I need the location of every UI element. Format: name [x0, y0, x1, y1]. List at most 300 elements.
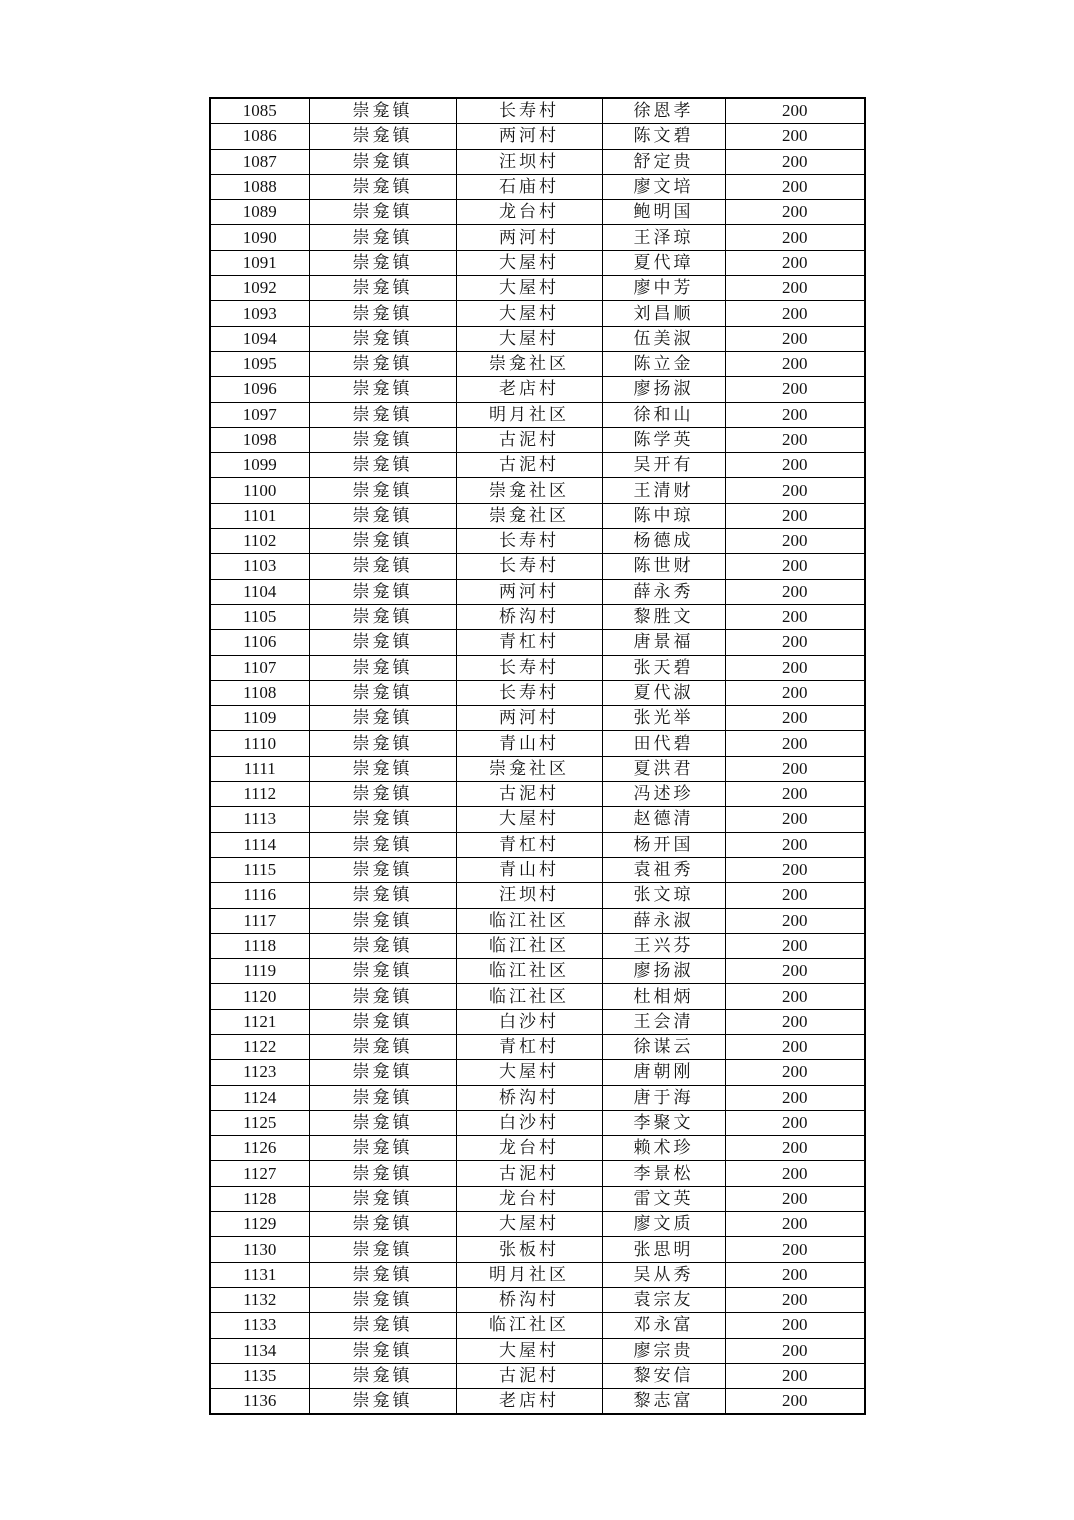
person-name-cell: 陈立金	[602, 351, 725, 376]
row-number-cell: 1112	[210, 782, 309, 807]
row-number-cell: 1105	[210, 604, 309, 629]
roster-table	[209, 97, 866, 1415]
village-cell: 古泥村	[456, 1363, 602, 1388]
row-number-cell: 1092	[210, 276, 309, 301]
person-name-cell: 廖文质	[602, 1212, 725, 1237]
village-cell: 临江社区	[456, 1313, 602, 1338]
row-number-cell: 1109	[210, 706, 309, 731]
person-name-cell: 张光举	[602, 706, 725, 731]
village-cell: 古泥村	[456, 427, 602, 452]
amount-cell: 200	[725, 1363, 865, 1388]
amount-cell: 200	[725, 377, 865, 402]
town-cell: 崇龛镇	[309, 1186, 456, 1211]
village-cell: 明月社区	[456, 1262, 602, 1287]
person-name-cell: 薛永淑	[602, 908, 725, 933]
person-name-cell: 廖中芳	[602, 276, 725, 301]
town-cell: 崇龛镇	[309, 1110, 456, 1135]
town-cell: 崇龛镇	[309, 579, 456, 604]
table-row	[210, 1262, 865, 1287]
amount-cell: 200	[725, 782, 865, 807]
village-cell: 大屋村	[456, 1060, 602, 1085]
table-row	[210, 604, 865, 629]
amount-cell: 200	[725, 908, 865, 933]
table-row	[210, 124, 865, 149]
amount-cell: 200	[725, 200, 865, 225]
amount-cell: 200	[725, 1034, 865, 1059]
town-cell: 崇龛镇	[309, 984, 456, 1009]
person-name-cell: 伍美淑	[602, 326, 725, 351]
person-name-cell: 李景松	[602, 1161, 725, 1186]
row-number-cell: 1086	[210, 124, 309, 149]
town-cell: 崇龛镇	[309, 1313, 456, 1338]
table-row	[210, 200, 865, 225]
person-name-cell: 赖术珍	[602, 1136, 725, 1161]
village-cell: 青杠村	[456, 832, 602, 857]
person-name-cell: 张文琼	[602, 883, 725, 908]
village-cell: 龙台村	[456, 1186, 602, 1211]
person-name-cell: 刘昌顺	[602, 301, 725, 326]
table-row	[210, 1085, 865, 1110]
table-row	[210, 1237, 865, 1262]
table-row	[210, 680, 865, 705]
village-cell: 崇龛社区	[456, 478, 602, 503]
row-number-cell: 1087	[210, 149, 309, 174]
village-cell: 龙台村	[456, 1136, 602, 1161]
amount-cell: 200	[725, 1212, 865, 1237]
table-row	[210, 453, 865, 478]
table-row	[210, 301, 865, 326]
village-cell: 桥沟村	[456, 604, 602, 629]
village-cell: 汪坝村	[456, 883, 602, 908]
town-cell: 崇龛镇	[309, 630, 456, 655]
town-cell: 崇龛镇	[309, 1085, 456, 1110]
village-cell: 老店村	[456, 1389, 602, 1415]
village-cell: 汪坝村	[456, 149, 602, 174]
person-name-cell: 杜相炳	[602, 984, 725, 1009]
amount-cell: 200	[725, 1060, 865, 1085]
table-row	[210, 98, 865, 124]
town-cell: 崇龛镇	[309, 529, 456, 554]
row-number-cell: 1128	[210, 1186, 309, 1211]
amount-cell: 200	[725, 706, 865, 731]
person-name-cell: 陈文碧	[602, 124, 725, 149]
table-row	[210, 554, 865, 579]
person-name-cell: 张思明	[602, 1237, 725, 1262]
village-cell: 青杠村	[456, 1034, 602, 1059]
row-number-cell: 1091	[210, 250, 309, 275]
person-name-cell: 廖宗贵	[602, 1338, 725, 1363]
table-row	[210, 225, 865, 250]
amount-cell: 200	[725, 1287, 865, 1312]
person-name-cell: 袁宗友	[602, 1287, 725, 1312]
village-cell: 明月社区	[456, 402, 602, 427]
person-name-cell: 杨开国	[602, 832, 725, 857]
town-cell: 崇龛镇	[309, 98, 456, 124]
row-number-cell: 1127	[210, 1161, 309, 1186]
amount-cell: 200	[725, 529, 865, 554]
row-number-cell: 1096	[210, 377, 309, 402]
amount-cell: 200	[725, 1186, 865, 1211]
village-cell: 古泥村	[456, 782, 602, 807]
amount-cell: 200	[725, 731, 865, 756]
amount-cell: 200	[725, 655, 865, 680]
person-name-cell: 王会清	[602, 1009, 725, 1034]
row-number-cell: 1136	[210, 1389, 309, 1415]
table-row	[210, 149, 865, 174]
village-cell: 崇龛社区	[456, 756, 602, 781]
person-name-cell: 唐朝刚	[602, 1060, 725, 1085]
table-row	[210, 984, 865, 1009]
person-name-cell: 陈中琼	[602, 503, 725, 528]
person-name-cell: 唐于海	[602, 1085, 725, 1110]
amount-cell: 200	[725, 1338, 865, 1363]
amount-cell: 200	[725, 933, 865, 958]
table-row	[210, 1212, 865, 1237]
amount-cell: 200	[725, 959, 865, 984]
amount-cell: 200	[725, 554, 865, 579]
person-name-cell: 廖扬淑	[602, 377, 725, 402]
table-row	[210, 1389, 865, 1415]
amount-cell: 200	[725, 579, 865, 604]
town-cell: 崇龛镇	[309, 680, 456, 705]
table-row	[210, 655, 865, 680]
town-cell: 崇龛镇	[309, 1363, 456, 1388]
table-row	[210, 351, 865, 376]
person-name-cell: 廖文培	[602, 174, 725, 199]
row-number-cell: 1117	[210, 908, 309, 933]
amount-cell: 200	[725, 225, 865, 250]
amount-cell: 200	[725, 124, 865, 149]
row-number-cell: 1121	[210, 1009, 309, 1034]
town-cell: 崇龛镇	[309, 959, 456, 984]
table-row	[210, 1009, 865, 1034]
person-name-cell: 廖扬淑	[602, 959, 725, 984]
amount-cell: 200	[725, 756, 865, 781]
town-cell: 崇龛镇	[309, 402, 456, 427]
table-row	[210, 529, 865, 554]
row-number-cell: 1116	[210, 883, 309, 908]
amount-cell: 200	[725, 250, 865, 275]
row-number-cell: 1098	[210, 427, 309, 452]
table-row	[210, 1287, 865, 1312]
table-row	[210, 579, 865, 604]
amount-cell: 200	[725, 1161, 865, 1186]
amount-cell: 200	[725, 680, 865, 705]
person-name-cell: 邓永富	[602, 1313, 725, 1338]
amount-cell: 200	[725, 1085, 865, 1110]
amount-cell: 200	[725, 427, 865, 452]
village-cell: 大屋村	[456, 1212, 602, 1237]
town-cell: 崇龛镇	[309, 908, 456, 933]
village-cell: 两河村	[456, 706, 602, 731]
row-number-cell: 1133	[210, 1313, 309, 1338]
village-cell: 大屋村	[456, 807, 602, 832]
town-cell: 崇龛镇	[309, 1287, 456, 1312]
person-name-cell: 袁祖秀	[602, 857, 725, 882]
amount-cell: 200	[725, 149, 865, 174]
row-number-cell: 1099	[210, 453, 309, 478]
town-cell: 崇龛镇	[309, 933, 456, 958]
person-name-cell: 张天碧	[602, 655, 725, 680]
amount-cell: 200	[725, 1313, 865, 1338]
town-cell: 崇龛镇	[309, 731, 456, 756]
table-row	[210, 959, 865, 984]
village-cell: 长寿村	[456, 529, 602, 554]
person-name-cell: 黎胜文	[602, 604, 725, 629]
village-cell: 两河村	[456, 124, 602, 149]
person-name-cell: 李聚文	[602, 1110, 725, 1135]
row-number-cell: 1103	[210, 554, 309, 579]
person-name-cell: 徐谋云	[602, 1034, 725, 1059]
row-number-cell: 1123	[210, 1060, 309, 1085]
village-cell: 古泥村	[456, 1161, 602, 1186]
person-name-cell: 田代碧	[602, 731, 725, 756]
row-number-cell: 1134	[210, 1338, 309, 1363]
village-cell: 大屋村	[456, 250, 602, 275]
amount-cell: 200	[725, 1389, 865, 1415]
amount-cell: 200	[725, 98, 865, 124]
table-row	[210, 933, 865, 958]
person-name-cell: 冯述珍	[602, 782, 725, 807]
row-number-cell: 1100	[210, 478, 309, 503]
table-row	[210, 782, 865, 807]
village-cell: 两河村	[456, 225, 602, 250]
person-name-cell: 唐景福	[602, 630, 725, 655]
row-number-cell: 1089	[210, 200, 309, 225]
person-name-cell: 夏代淑	[602, 680, 725, 705]
town-cell: 崇龛镇	[309, 782, 456, 807]
table-row	[210, 807, 865, 832]
town-cell: 崇龛镇	[309, 1009, 456, 1034]
town-cell: 崇龛镇	[309, 225, 456, 250]
town-cell: 崇龛镇	[309, 503, 456, 528]
village-cell: 长寿村	[456, 554, 602, 579]
table-row	[210, 377, 865, 402]
person-name-cell: 王清财	[602, 478, 725, 503]
town-cell: 崇龛镇	[309, 1136, 456, 1161]
town-cell: 崇龛镇	[309, 832, 456, 857]
row-number-cell: 1126	[210, 1136, 309, 1161]
row-number-cell: 1107	[210, 655, 309, 680]
town-cell: 崇龛镇	[309, 326, 456, 351]
person-name-cell: 夏洪君	[602, 756, 725, 781]
town-cell: 崇龛镇	[309, 883, 456, 908]
person-name-cell: 徐恩孝	[602, 98, 725, 124]
village-cell: 临江社区	[456, 959, 602, 984]
table-row	[210, 503, 865, 528]
amount-cell: 200	[725, 1136, 865, 1161]
village-cell: 大屋村	[456, 301, 602, 326]
amount-cell: 200	[725, 807, 865, 832]
amount-cell: 200	[725, 453, 865, 478]
village-cell: 古泥村	[456, 453, 602, 478]
table-row	[210, 1338, 865, 1363]
person-name-cell: 王泽琼	[602, 225, 725, 250]
table-row	[210, 1060, 865, 1085]
row-number-cell: 1120	[210, 984, 309, 1009]
village-cell: 石庙村	[456, 174, 602, 199]
row-number-cell: 1111	[210, 756, 309, 781]
person-name-cell: 杨德成	[602, 529, 725, 554]
town-cell: 崇龛镇	[309, 478, 456, 503]
person-name-cell: 吴从秀	[602, 1262, 725, 1287]
amount-cell: 200	[725, 832, 865, 857]
person-name-cell: 鲍明国	[602, 200, 725, 225]
row-number-cell: 1101	[210, 503, 309, 528]
town-cell: 崇龛镇	[309, 756, 456, 781]
row-number-cell: 1119	[210, 959, 309, 984]
table-row	[210, 1363, 865, 1388]
roster-table-body	[210, 98, 865, 1414]
amount-cell: 200	[725, 351, 865, 376]
amount-cell: 200	[725, 174, 865, 199]
row-number-cell: 1094	[210, 326, 309, 351]
row-number-cell: 1130	[210, 1237, 309, 1262]
row-number-cell: 1090	[210, 225, 309, 250]
table-row	[210, 883, 865, 908]
person-name-cell: 雷文英	[602, 1186, 725, 1211]
row-number-cell: 1108	[210, 680, 309, 705]
table-row	[210, 174, 865, 199]
village-cell: 大屋村	[456, 276, 602, 301]
town-cell: 崇龛镇	[309, 276, 456, 301]
person-name-cell: 薛永秀	[602, 579, 725, 604]
amount-cell: 200	[725, 1237, 865, 1262]
table-row	[210, 326, 865, 351]
table-row	[210, 857, 865, 882]
village-cell: 青山村	[456, 731, 602, 756]
table-row	[210, 1136, 865, 1161]
amount-cell: 200	[725, 1110, 865, 1135]
person-name-cell: 夏代璋	[602, 250, 725, 275]
town-cell: 崇龛镇	[309, 1161, 456, 1186]
table-row	[210, 630, 865, 655]
village-cell: 白沙村	[456, 1110, 602, 1135]
person-name-cell: 徐和山	[602, 402, 725, 427]
row-number-cell: 1115	[210, 857, 309, 882]
amount-cell: 200	[725, 301, 865, 326]
row-number-cell: 1135	[210, 1363, 309, 1388]
village-cell: 老店村	[456, 377, 602, 402]
row-number-cell: 1129	[210, 1212, 309, 1237]
person-name-cell: 陈学英	[602, 427, 725, 452]
town-cell: 崇龛镇	[309, 1389, 456, 1415]
village-cell: 张板村	[456, 1237, 602, 1262]
amount-cell: 200	[725, 402, 865, 427]
town-cell: 崇龛镇	[309, 1237, 456, 1262]
table-row	[210, 731, 865, 756]
village-cell: 青杠村	[456, 630, 602, 655]
village-cell: 长寿村	[456, 98, 602, 124]
town-cell: 崇龛镇	[309, 655, 456, 680]
row-number-cell: 1131	[210, 1262, 309, 1287]
village-cell: 长寿村	[456, 655, 602, 680]
village-cell: 大屋村	[456, 1338, 602, 1363]
row-number-cell: 1095	[210, 351, 309, 376]
table-row	[210, 402, 865, 427]
town-cell: 崇龛镇	[309, 1212, 456, 1237]
amount-cell: 200	[725, 630, 865, 655]
table-row	[210, 276, 865, 301]
table-row	[210, 1034, 865, 1059]
town-cell: 崇龛镇	[309, 200, 456, 225]
amount-cell: 200	[725, 1009, 865, 1034]
village-cell: 长寿村	[456, 680, 602, 705]
row-number-cell: 1122	[210, 1034, 309, 1059]
village-cell: 临江社区	[456, 933, 602, 958]
village-cell: 崇龛社区	[456, 503, 602, 528]
person-name-cell: 赵德清	[602, 807, 725, 832]
row-number-cell: 1124	[210, 1085, 309, 1110]
table-row	[210, 478, 865, 503]
table-row	[210, 706, 865, 731]
town-cell: 崇龛镇	[309, 174, 456, 199]
amount-cell: 200	[725, 984, 865, 1009]
amount-cell: 200	[725, 883, 865, 908]
amount-cell: 200	[725, 326, 865, 351]
person-name-cell: 王兴芬	[602, 933, 725, 958]
town-cell: 崇龛镇	[309, 351, 456, 376]
village-cell: 桥沟村	[456, 1287, 602, 1312]
amount-cell: 200	[725, 503, 865, 528]
row-number-cell: 1110	[210, 731, 309, 756]
amount-cell: 200	[725, 478, 865, 503]
table-row	[210, 427, 865, 452]
row-number-cell: 1085	[210, 98, 309, 124]
row-number-cell: 1104	[210, 579, 309, 604]
table-row	[210, 1186, 865, 1211]
town-cell: 崇龛镇	[309, 1060, 456, 1085]
table-row	[210, 832, 865, 857]
village-cell: 龙台村	[456, 200, 602, 225]
town-cell: 崇龛镇	[309, 124, 456, 149]
town-cell: 崇龛镇	[309, 427, 456, 452]
table-row	[210, 756, 865, 781]
row-number-cell: 1097	[210, 402, 309, 427]
row-number-cell: 1113	[210, 807, 309, 832]
amount-cell: 200	[725, 1262, 865, 1287]
person-name-cell: 黎安信	[602, 1363, 725, 1388]
row-number-cell: 1102	[210, 529, 309, 554]
village-cell: 白沙村	[456, 1009, 602, 1034]
person-name-cell: 舒定贵	[602, 149, 725, 174]
row-number-cell: 1088	[210, 174, 309, 199]
town-cell: 崇龛镇	[309, 301, 456, 326]
village-cell: 临江社区	[456, 984, 602, 1009]
town-cell: 崇龛镇	[309, 554, 456, 579]
village-cell: 桥沟村	[456, 1085, 602, 1110]
amount-cell: 200	[725, 857, 865, 882]
table-row	[210, 1313, 865, 1338]
row-number-cell: 1106	[210, 630, 309, 655]
town-cell: 崇龛镇	[309, 377, 456, 402]
row-number-cell: 1118	[210, 933, 309, 958]
town-cell: 崇龛镇	[309, 250, 456, 275]
amount-cell: 200	[725, 276, 865, 301]
table-row	[210, 908, 865, 933]
village-cell: 两河村	[456, 579, 602, 604]
town-cell: 崇龛镇	[309, 1262, 456, 1287]
row-number-cell: 1125	[210, 1110, 309, 1135]
person-name-cell: 陈世财	[602, 554, 725, 579]
village-cell: 青山村	[456, 857, 602, 882]
town-cell: 崇龛镇	[309, 857, 456, 882]
village-cell: 崇龛社区	[456, 351, 602, 376]
person-name-cell: 吴开有	[602, 453, 725, 478]
town-cell: 崇龛镇	[309, 706, 456, 731]
village-cell: 临江社区	[456, 908, 602, 933]
town-cell: 崇龛镇	[309, 807, 456, 832]
